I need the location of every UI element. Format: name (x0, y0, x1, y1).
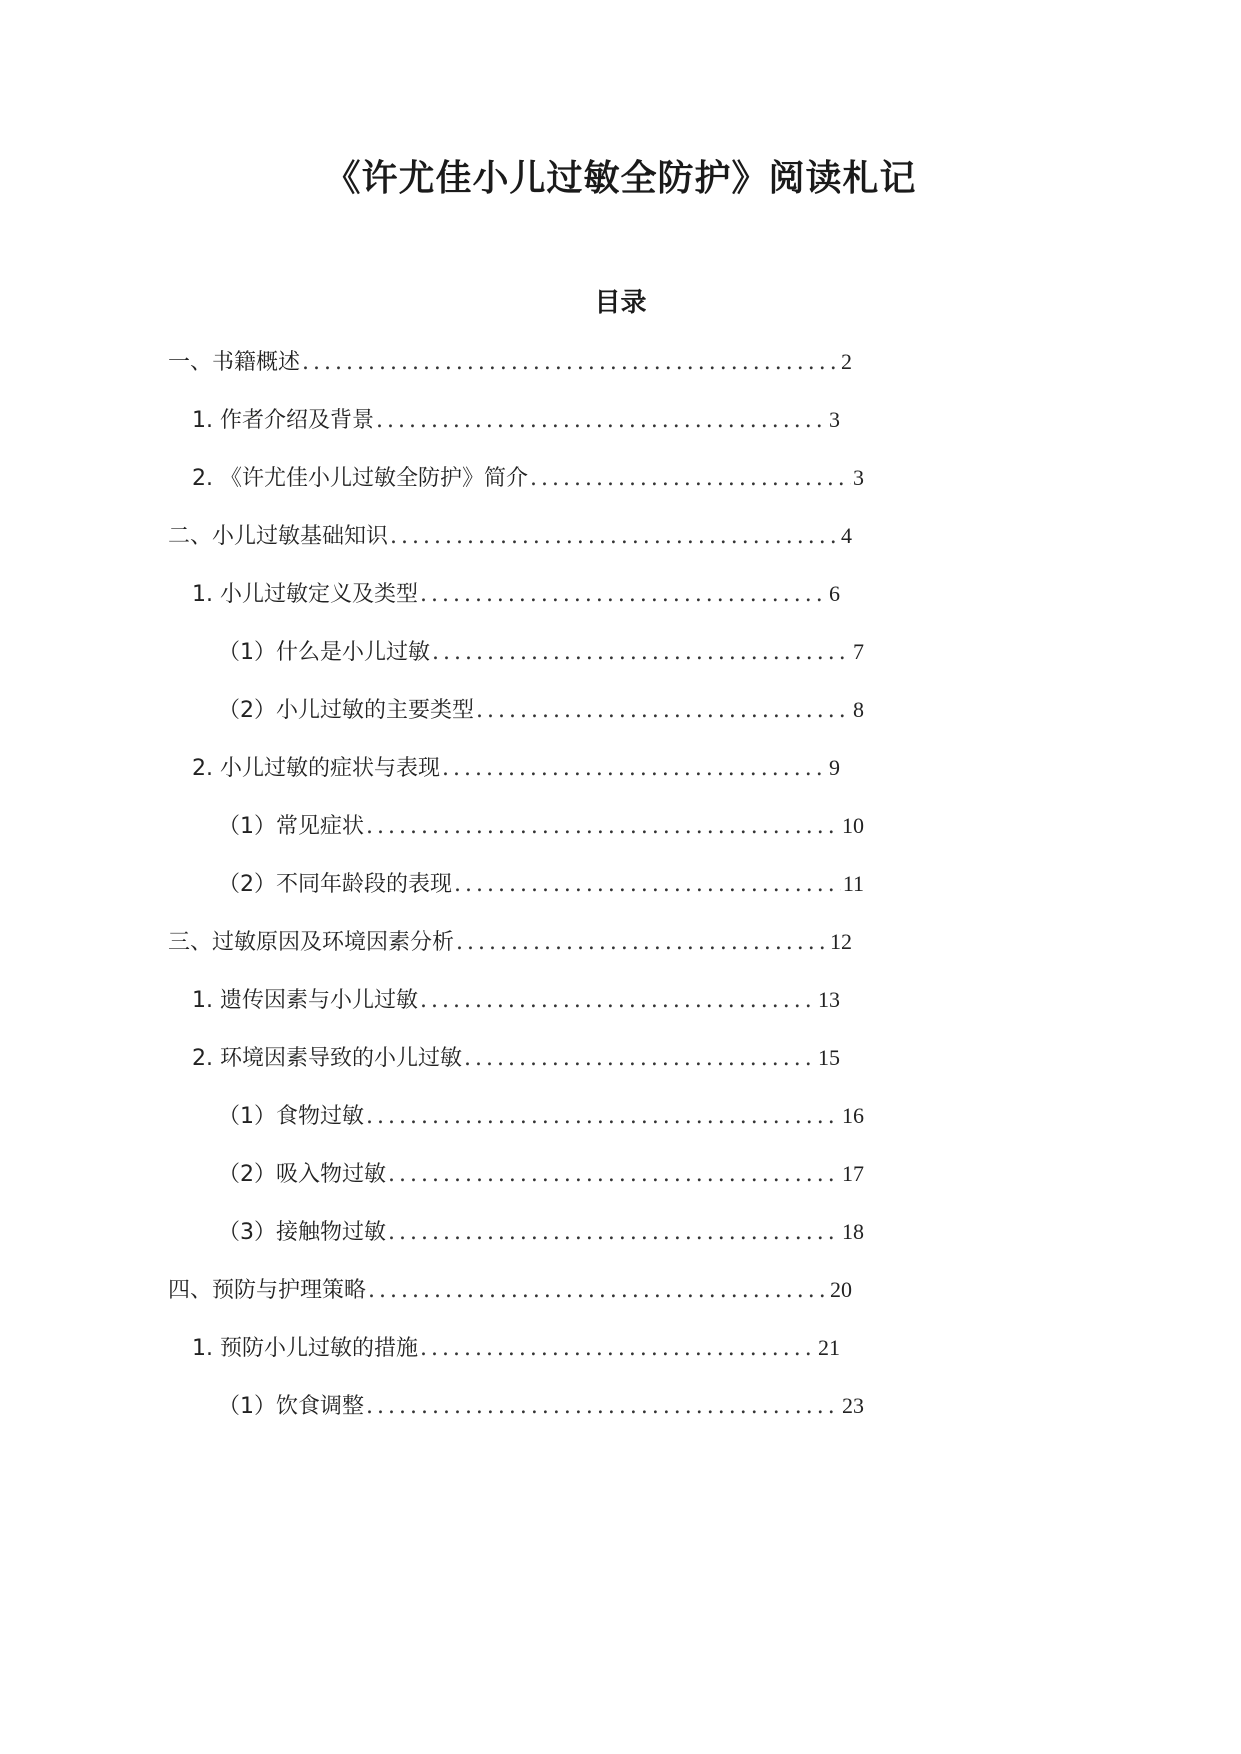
toc-dot-leader (420, 1332, 816, 1366)
toc-dot-leader (420, 578, 827, 612)
toc-entry-label: 2. 小儿过敏的症状与表现 (192, 756, 440, 781)
document-title: 《许尤佳小儿过敏全防护》阅读札记 (324, 158, 917, 199)
toc-entry-label: （2）不同年龄段的表现 (218, 872, 452, 897)
toc-dot-leader (464, 1042, 816, 1076)
toc-dot-leader (376, 404, 827, 438)
toc-page-number: 11 (842, 871, 864, 896)
toc-entry-label: （2）小儿过敏的主要类型 (218, 698, 474, 723)
toc-entry[interactable] (218, 1215, 864, 1249)
toc-entry[interactable] (192, 403, 840, 437)
toc-entry-label: 二、小儿过敏基础知识 (168, 524, 389, 549)
toc-entry-label: 一、书籍概述 (168, 350, 301, 375)
toc-dot-leader (390, 520, 839, 554)
toc-entry[interactable] (218, 693, 864, 727)
toc-page-number: 17 (842, 1161, 864, 1186)
toc-dot-leader (420, 984, 816, 1018)
toc-entry[interactable] (192, 1041, 840, 1075)
toc-page-number: 9 (829, 755, 840, 780)
toc-page-number: 3 (829, 407, 840, 432)
toc-page-number: 4 (841, 523, 852, 548)
toc-entry[interactable] (192, 577, 840, 611)
toc-page-number: 8 (853, 697, 864, 722)
toc-entry-label: 1. 小儿过敏定义及类型 (192, 582, 418, 607)
toc-entry[interactable] (168, 925, 852, 959)
toc-entry[interactable] (168, 345, 852, 379)
toc-entry[interactable] (192, 751, 840, 785)
toc-dot-leader (388, 1158, 840, 1192)
toc-entry[interactable] (192, 461, 864, 495)
toc-page-number: 15 (818, 1045, 840, 1070)
toc-dot-leader (476, 694, 851, 728)
toc-entry[interactable] (218, 809, 864, 843)
toc-entry[interactable] (218, 867, 864, 901)
toc-page-number: 18 (842, 1219, 864, 1244)
toc-entry-label: （2）吸入物过敏 (218, 1162, 386, 1187)
toc-entry-label: 四、预防与护理策略 (168, 1278, 367, 1303)
toc-page-number: 23 (842, 1393, 864, 1418)
toc-entry-label: 2. 环境因素导致的小儿过敏 (192, 1046, 462, 1071)
toc-page-number: 16 (842, 1103, 864, 1128)
toc-page-number: 12 (830, 929, 852, 954)
toc-entry-label: （1）饮食调整 (218, 1394, 364, 1419)
toc-entry-label: （1）什么是小儿过敏 (218, 640, 430, 665)
toc-dot-leader (302, 346, 839, 380)
toc-entry[interactable] (218, 1157, 864, 1191)
toc-dot-leader (454, 868, 841, 902)
toc-dot-leader (366, 810, 840, 844)
toc-heading: 目录 (594, 288, 647, 318)
toc-page-number: 3 (853, 465, 864, 490)
toc-entry-label: （3）接触物过敏 (218, 1220, 386, 1245)
toc-page-number: 7 (853, 639, 864, 664)
toc-entry[interactable] (218, 635, 864, 669)
toc-dot-leader (366, 1100, 840, 1134)
toc-dot-leader (388, 1216, 840, 1250)
toc-entry[interactable] (218, 1389, 864, 1423)
toc-entry-label: 1. 遗传因素与小儿过敏 (192, 988, 418, 1013)
toc-entry-label: 三、过敏原因及环境因素分析 (168, 930, 455, 955)
toc-entry[interactable] (168, 1273, 852, 1307)
toc-dot-leader (456, 926, 828, 960)
toc-entry[interactable] (192, 983, 840, 1017)
toc-dot-leader (366, 1390, 840, 1424)
toc-dot-leader (432, 636, 851, 670)
toc-page-number: 13 (818, 987, 840, 1012)
toc-entry[interactable] (168, 519, 852, 553)
toc-page-number: 2 (841, 349, 852, 374)
toc-dot-leader (442, 752, 827, 786)
toc-page-number: 20 (830, 1277, 852, 1302)
toc-dot-leader (368, 1274, 828, 1308)
toc-entry-label: 2. 《许尤佳小儿过敏全防护》简介 (192, 466, 528, 491)
toc-dot-leader (530, 462, 851, 496)
toc-entry[interactable] (192, 1331, 840, 1365)
toc-page-number: 6 (829, 581, 840, 606)
toc-page-number: 21 (818, 1335, 840, 1360)
toc-entry-label: （1）常见症状 (218, 814, 364, 839)
toc-entry-label: 1. 作者介绍及背景 (192, 408, 374, 433)
toc-page-number: 10 (842, 813, 864, 838)
toc-entry-label: （1）食物过敏 (218, 1104, 364, 1129)
toc-entry-label: 1. 预防小儿过敏的措施 (192, 1336, 418, 1361)
toc-entry[interactable] (218, 1099, 864, 1133)
